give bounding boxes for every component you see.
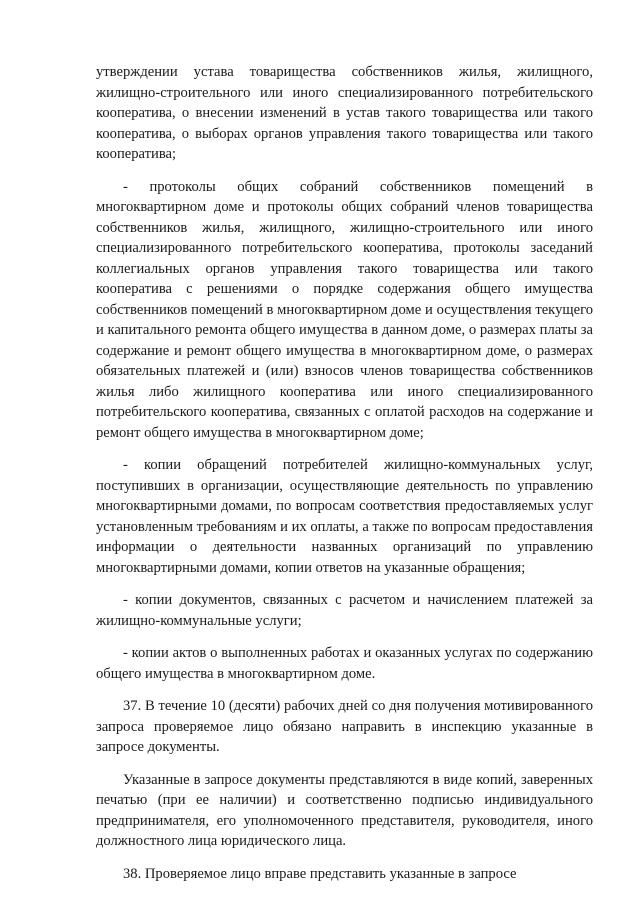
paragraph-consumer-appeals: - копии обращений потребителей жилищно-коммунальных услуг, поступивших в организации, осуществляющие деятельность по управлению многоквартирными домами, по вопросам соответствия предоставляемых услуг установленным требованиям и их оплаты, а также по вопросам предоставления информации о деятельности названных организаций по управлению многоквартирными домами, копии ответов на указанные обращения; xyxy=(96,457,593,576)
paragraph-meeting-protocols: - протоколы общих собраний собственников помещений в многоквартирном доме и протоколы общих собраний членов товарищества собственников жилья, жилищного, жилищно-строительного или иного специализированного потребительского кооператива, протоколы заседаний коллегиальных органов управления такого товарищества или такого кооператива с решениями о порядке содержания общего имущества собственников помещений в многоквартирном доме и осуществления текущего и капитального ремонта общего имущества в данном доме, о размерах платы за содержание и ремонт общего имущества в многоквартирном доме, о размерах обязательных платежей и (или) взносов членов товарищества собственников жилья либо жилищного кооператива или иного специализированного потребительского кооператива, связанных с оплатой расходов на содержание и ремонт общего имущества в многоквартирном доме; xyxy=(96,178,593,441)
paragraph-work-acts: - копии актов о выполненных работах и оказанных услугах по содержанию общего имущества в многоквартирном доме. xyxy=(96,645,593,682)
paragraph-clause-38: 38. Проверяемое лицо вправе представить указанные в запросе xyxy=(123,865,517,882)
paragraph-clause-37: 37. В течение 10 (десяти) рабочих дней со дня получения мотивированного запроса проверяемое лицо обязано направить в инспекцию указанные в запросе документы. xyxy=(96,698,593,755)
document-page xyxy=(96,62,593,896)
paragraph-charter-continuation: утверждении устава товарищества собственников жилья, жилищного, жилищно-строительного или иного специализированного потребительского кооператива, о внесении изменений в устав такого товарищества или такого кооператива, о выборах органов управления такого товарищества или такого кооператива; xyxy=(96,64,593,162)
paragraph-payment-documents: - копии документов, связанных с расчетом и начислением платежей за жилищно-коммунальные услуги; xyxy=(96,592,593,629)
paragraph-copies-certification: Указанные в запросе документы представляются в виде копий, заверенных печатью (при ее наличии) и соответственно подписью индивидуального предпринимателя, его уполномоченного представителя, руководителя, иного должностного лица юридического лица. xyxy=(96,771,593,849)
